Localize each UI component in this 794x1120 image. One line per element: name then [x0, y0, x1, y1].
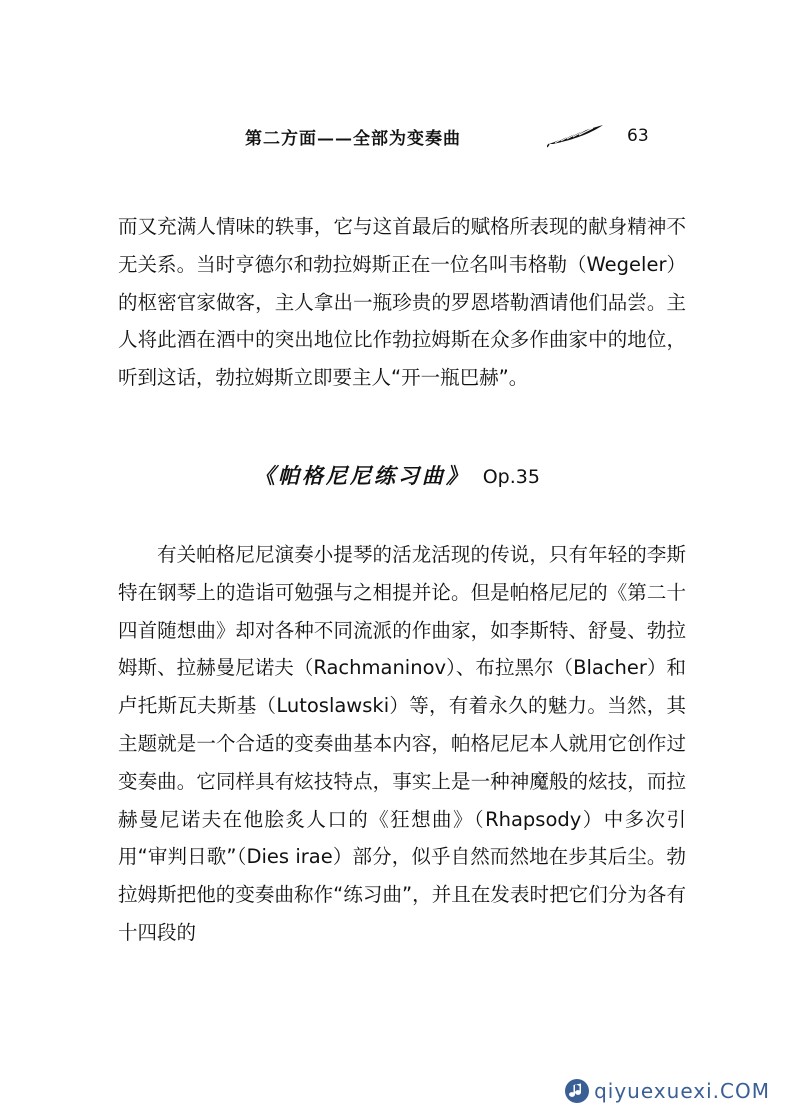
section-heading-opus: Op.35	[482, 466, 540, 488]
section-heading-title: 《帕格尼尼练习曲》	[254, 463, 471, 488]
body-paragraph-2: 有关帕格尼尼演奏小提琴的活龙活现的传说，只有年轻的李斯特在钢琴上的造诣可勉强与之相提并论。但是帕格尼尼的《第二十四首随想曲》却对各种不同流派的作曲家，如李斯特、舒曼、勃拉姆斯、拉赫曼尼诺夫（Rachmaninov）、布拉黑尔（Blacher）和卢托斯瓦夫斯基（Lutoslawski）等，有着永久的魅力。当然，其主题就是一个合适的变奏曲基本内容，帕格尼尼本人就用它创作过变奏曲。它同样具有炫技特点，事实上是一种神魔般的炫技，而拉赫曼尼诺夫在他脍炙人口的《狂想曲》（Rhapsody）中多次引用“审判日歌”（Dies irae）部分，似乎自然而然地在步其后尘。勃拉姆斯把他的变奏曲称作“练习曲”，并且在发表时把它们分为各有十四段的	[118, 543, 686, 944]
body-paragraph-1: 而又充满人情味的轶事，它与这首最后的赋格所表现的献身精神不无关系。当时亨德尔和勃拉姆斯正在一位名叫韦格勒（Wegeler）的枢密官家做客，主人拿出一瓶珍贵的罗恩塔勒酒请他们品尝。主人将此酒在酒中的突出地位比作勃拉姆斯在众多作曲家中的地位，听到这话，勃拉姆斯立即要主人“开一瓶巴赫”。	[118, 215, 686, 390]
music-note-logo-icon	[564, 1078, 590, 1104]
running-header-title: 第二方面——全部为变奏曲	[245, 129, 461, 149]
quill-pen-icon	[547, 122, 607, 148]
watermark	[564, 1078, 770, 1104]
watermark-text: qiyuexuexi.COM	[594, 1079, 770, 1103]
page-header	[245, 122, 665, 152]
section-heading	[0, 460, 794, 490]
page-number: 63	[627, 126, 649, 146]
